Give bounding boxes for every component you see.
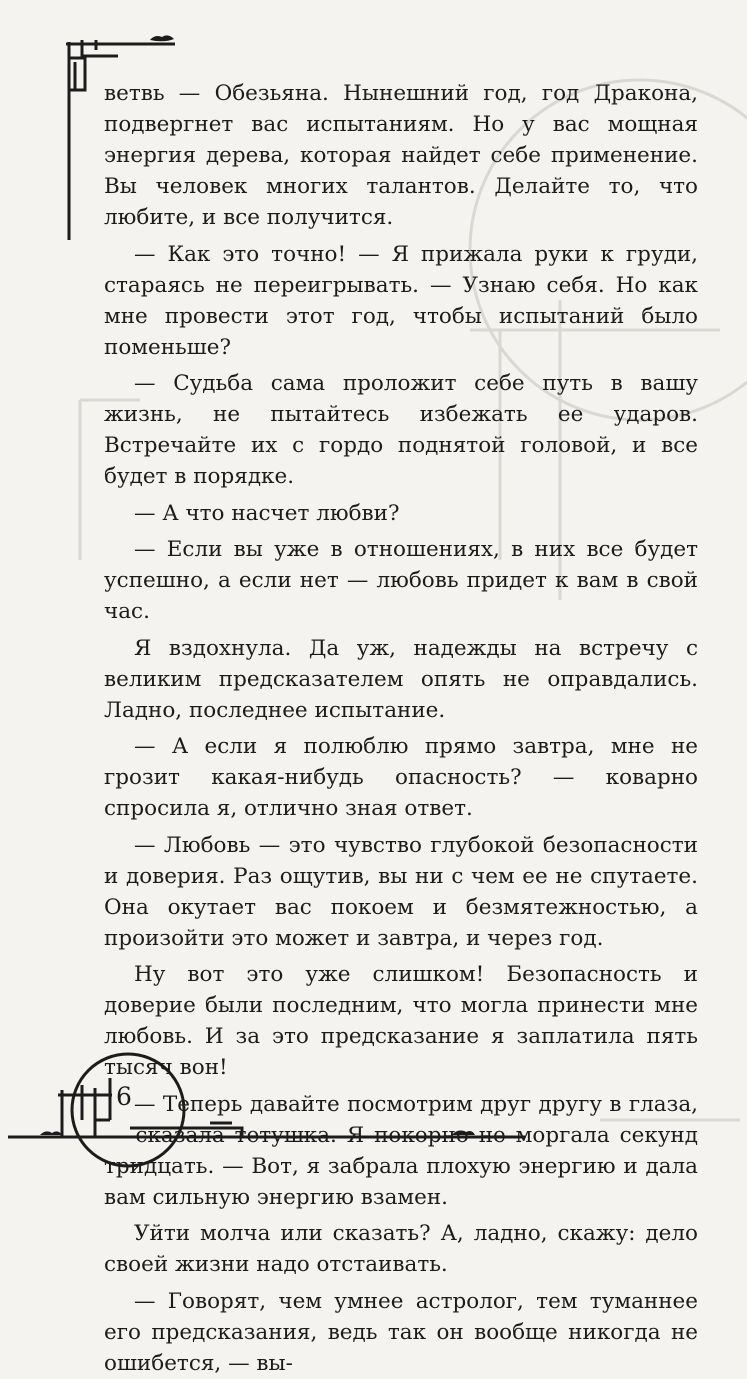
paragraph: — Судьба сама проложит себе путь в вашу жизнь, не пытайтесь избежать ее ударов. Встречайте их с гордо поднятой головой, и все будет в порядке. <box>104 371 698 489</box>
paragraph: — Любовь — это чувство глубокой безопасности и доверия. Раз ощутив, вы ни с чем ее не спутаете. Она окутает вас покоем и безмятежностью, а произойти это может и завтра, и через год. <box>104 832 698 951</box>
paragraph: — Говорят, чем умнее астролог, тем туманнее его предсказания, ведь так он вообще никогда не ошибется, — вы- <box>104 1288 698 1376</box>
paragraph: — А что насчет любви? <box>134 500 400 526</box>
paragraph: — Как это точно! — Я прижала руки к груди, стараясь не переигрывать. — Узнаю себя. Но как мне провести этот год, чтобы испытаний было поменьше? <box>104 241 698 360</box>
paragraph: Ну вот это уже слишком! Безопасность и доверие были последним, что могла принести мне любовь. И за это предсказание я заплатила пять тысяч вон! <box>104 962 698 1080</box>
paragraph: — Если вы уже в отношениях, в них все будет успешно, а если нет — любовь придет к вам в свой час. <box>104 537 698 624</box>
paragraph: Уйти молча или сказать? А, ладно, скажу: дело своей жизни надо отстаивать. <box>104 1221 698 1277</box>
paragraph: ветвь — Обезьяна. Нынешний год, год Дракона, подвергнет вас испытаниям. Но у вас мощная энергия дерева, которая найдет себе применение. Вы человек многих талантов. Делайте то, что любите, и все получится. <box>104 81 698 230</box>
body-text <box>104 78 698 1379</box>
page-number: 6 <box>116 1082 132 1111</box>
paragraph: — Теперь давайте посмотрим друг другу в глаза, — сказала тетушка. Я покорно не моргала секунд тридцать. — Вот, я забрала плохую энергию и дала вам сильную энергию взамен. <box>104 1091 698 1210</box>
paragraph: Я вздохнула. Да уж, надежды на встречу с великим предсказателем опять не оправдались. Ладно, последнее испытание. <box>104 635 698 723</box>
paragraph: — А если я полюблю прямо завтра, мне не грозит какая-нибудь опасность? — коварно спросила я, отлично зная ответ. <box>104 734 698 821</box>
